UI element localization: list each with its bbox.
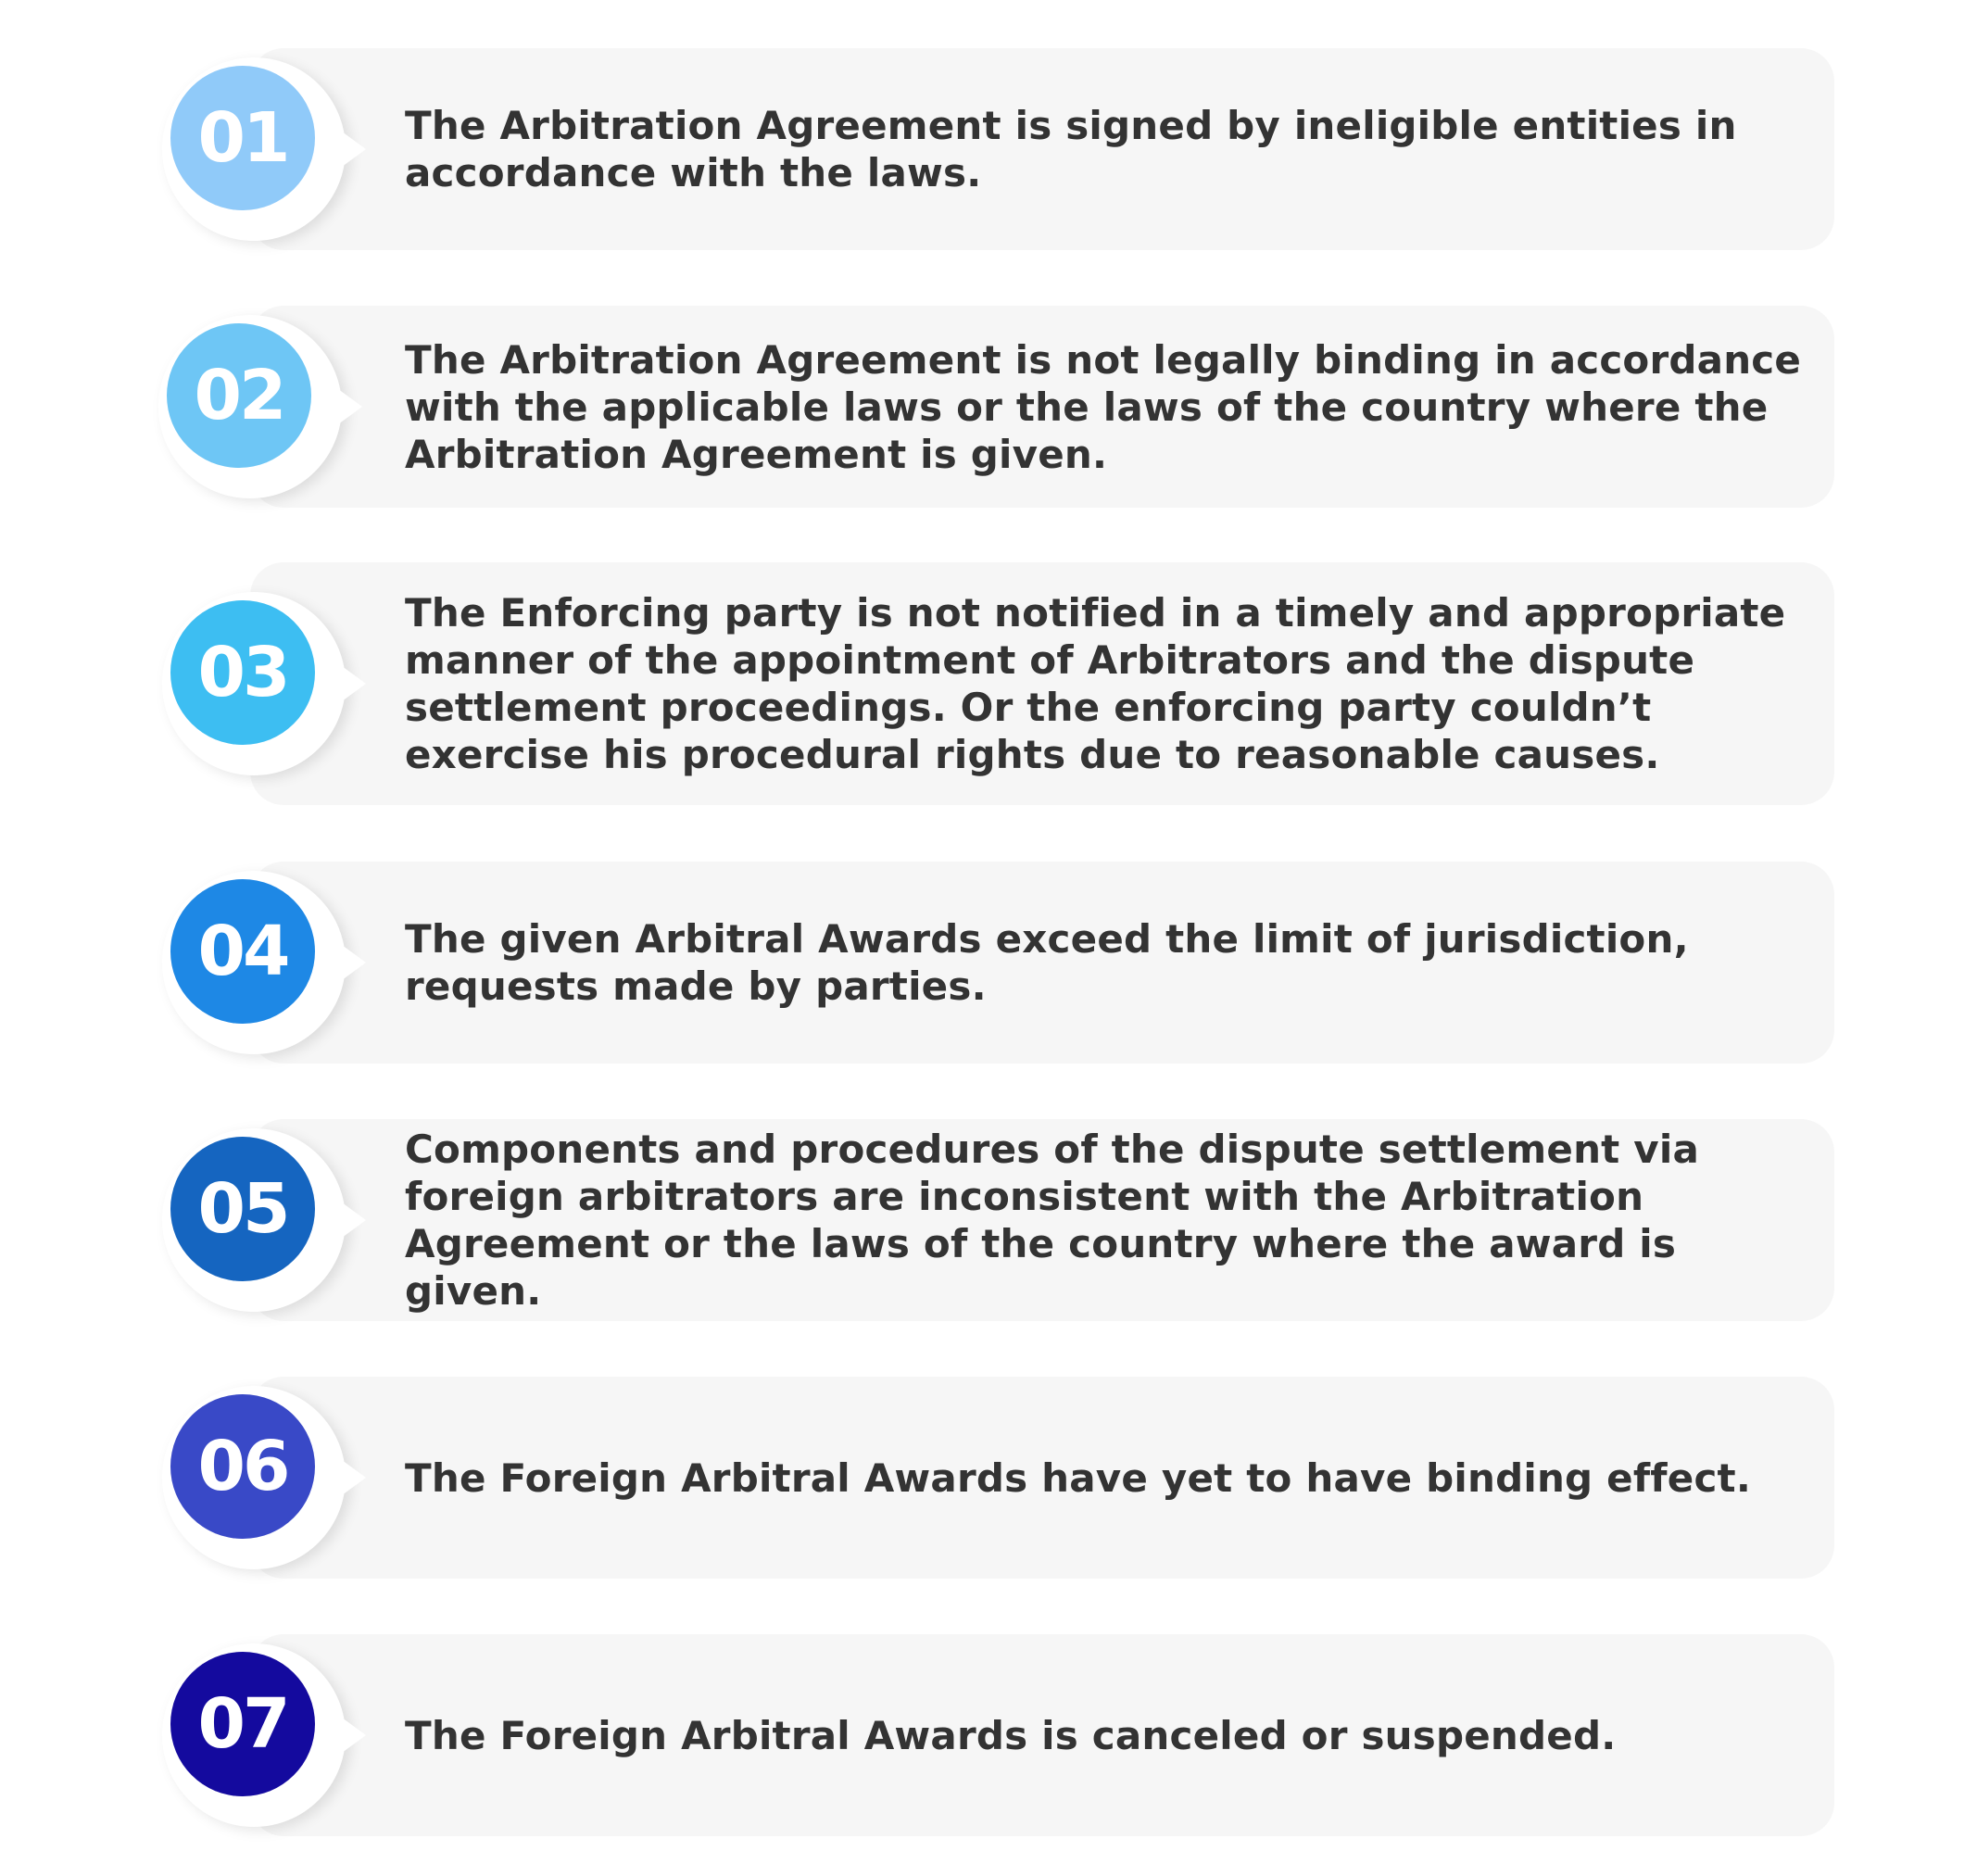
list-item-02: [162, 306, 1834, 508]
item-text: Components and procedures of the dispute settlement via foreign arbitrators are inconsistent with the Arbitration Agreement or the laws of the country where the award is given.: [405, 1127, 1699, 1314]
badge-ring: [162, 871, 346, 1054]
number-badge: 07: [170, 1652, 315, 1796]
item-text: The given Arbitral Awards exceed the limit of jurisdiction, requests made by parties.: [405, 916, 1689, 1009]
pointer-arrow-icon: [338, 1715, 366, 1756]
badge-ring: [162, 592, 346, 775]
number-badge: 03: [170, 600, 315, 745]
pointer-arrow-icon: [338, 129, 366, 170]
item-text: The Arbitration Agreement is not legally binding in accordance with the applicable laws or the laws of the country where the Arbitration Agreement is given.: [405, 336, 1802, 477]
item-text: The Foreign Arbitral Awards is canceled or suspended.: [405, 1712, 1617, 1758]
badge-ring: [162, 57, 346, 241]
item-text: The Enforcing party is not notified in a timely and appropriate manner of the appointment of Arbitrators and the dispute settlement proceedings. Or the enforcing party couldn’t exercise his procedural rights due to reasonable causes.: [405, 590, 1786, 777]
item-text: The Foreign Arbitral Awards have yet to have binding effect.: [405, 1454, 1751, 1501]
pointer-arrow-icon: [334, 386, 362, 427]
list-item-06: [162, 1377, 1834, 1579]
pointer-arrow-icon: [338, 1200, 366, 1240]
badge-ring: [158, 315, 342, 498]
list-item-03: [162, 562, 1834, 805]
badge-ring: [162, 1643, 346, 1827]
number-badge: 04: [170, 879, 315, 1024]
pointer-arrow-icon: [338, 663, 366, 704]
list-item-07: [162, 1634, 1834, 1836]
item-text: The Arbitration Agreement is signed by ineligible entities in accordance with the laws.: [405, 103, 1737, 195]
number-badge: 01: [170, 66, 315, 210]
pointer-arrow-icon: [338, 942, 366, 983]
pointer-arrow-icon: [338, 1457, 366, 1498]
list-item-01: [162, 48, 1834, 250]
badge-ring: [162, 1386, 346, 1569]
list-item-04: [162, 862, 1834, 1064]
number-badge: 06: [170, 1394, 315, 1539]
number-badge: 02: [167, 323, 311, 468]
list-item-05: [162, 1119, 1834, 1321]
number-badge: 05: [170, 1137, 315, 1281]
badge-ring: [162, 1128, 346, 1312]
